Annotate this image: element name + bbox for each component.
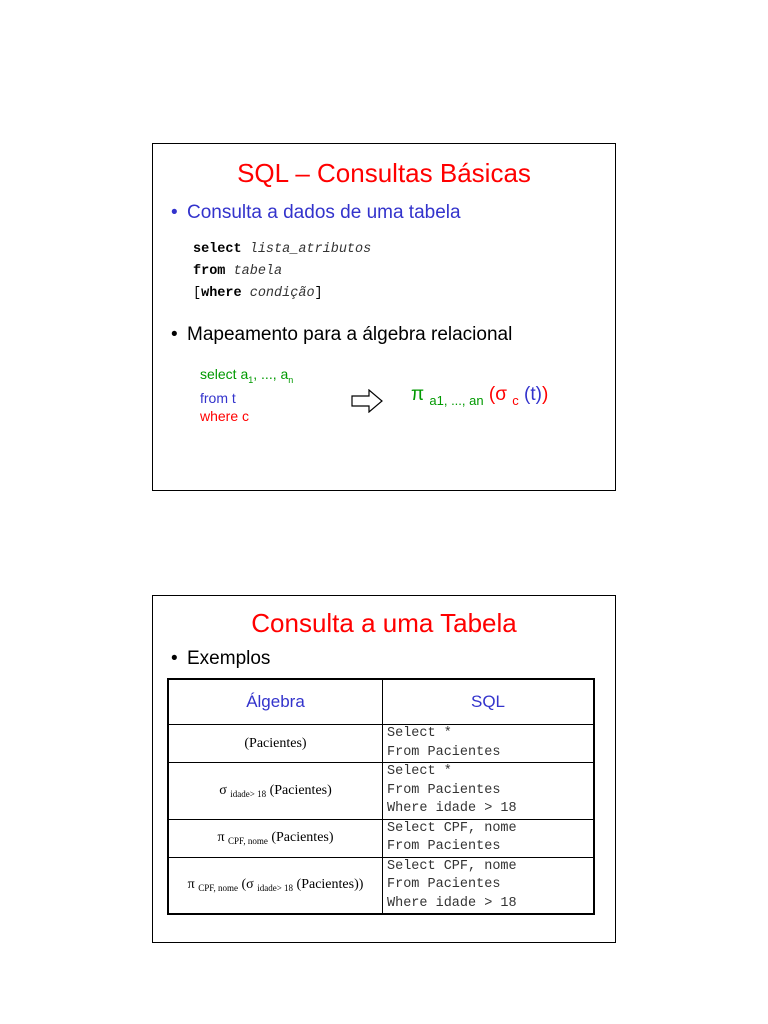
header-sql: SQL [383, 679, 595, 725]
bullet-text: Exemplos [187, 648, 271, 669]
bullet-text: Mapeamento para a álgebra relacional [187, 324, 513, 345]
relation: (t) [524, 384, 542, 405]
sql-syntax-block [193, 239, 371, 305]
code-keyword: from [193, 264, 226, 279]
code-keyword: where [201, 286, 242, 301]
mapping-subscript: 1 [248, 374, 254, 385]
condition: c [512, 393, 519, 408]
mapping-from-line: from t [200, 389, 236, 406]
table-header-row [168, 679, 594, 725]
slide-title: SQL – Consultas Básicas [237, 158, 531, 188]
bullet-examples [171, 648, 270, 670]
table-row [168, 819, 594, 857]
slide-title: Consulta a uma Tabela [251, 608, 517, 638]
right-arrow-icon [351, 389, 383, 413]
sigma-symbol: σ [495, 384, 507, 405]
bullet-text: Consulta a dados de uma tabela [187, 202, 461, 223]
projection-list: a1, ..., an [429, 393, 484, 408]
code-value: tabela [233, 264, 283, 279]
mapping-select-line [200, 365, 293, 389]
sql-cell: Select * From Pacientes [383, 725, 595, 763]
algebra-subscript: CPF, nome [198, 883, 238, 894]
table-row [168, 763, 594, 820]
pi-symbol: π [217, 830, 225, 845]
close-paren: ) [541, 384, 549, 405]
bullet-dot: • [171, 648, 178, 669]
pi-symbol: π [187, 877, 195, 893]
bullet-relational-mapping [171, 324, 512, 346]
algebra-relation: (Pacientes)) [296, 877, 364, 893]
mapping-subscript: n [288, 374, 294, 385]
relational-algebra-expression [411, 384, 548, 406]
mapping-where-line: where c [200, 407, 250, 424]
code-value: condição [249, 286, 315, 301]
algebra-subscript: idade> 18 [257, 883, 294, 894]
sql-mapping-source [200, 365, 293, 425]
table-row [168, 725, 594, 763]
sql-cell: Select CPF, nome From Pacientes [383, 819, 595, 857]
slide-sql-basic-queries [152, 143, 616, 491]
algebra-cell [168, 763, 383, 820]
mapping-select-text: select a [200, 366, 249, 382]
bullet-dot: • [171, 202, 178, 223]
algebra-cell [168, 819, 383, 857]
algebra-relation: (Pacientes) [244, 735, 307, 751]
code-bracket: ] [314, 286, 323, 301]
algebra-relation: (Pacientes) [271, 830, 334, 845]
code-bracket: [ [193, 286, 202, 301]
header-algebra: Álgebra [168, 679, 383, 725]
sql-cell: Select CPF, nome From Pacientes Where idade > 18 [383, 857, 595, 914]
algebra-subscript: idade> 18 [230, 788, 267, 799]
mapping-select-text: , ..., a [253, 366, 289, 382]
slide-table-query [152, 595, 616, 943]
algebra-cell [168, 725, 383, 763]
pi-symbol: π [411, 384, 425, 405]
sigma-symbol: σ [219, 782, 227, 798]
bullet-dot: • [171, 324, 178, 345]
algebra-subscript: CPF, nome [228, 836, 268, 846]
examples-table [167, 678, 595, 915]
open-paren: ( [488, 384, 496, 405]
code-value: lista_atributos [249, 242, 372, 257]
sigma-symbol: (σ [241, 877, 254, 893]
table-row [168, 857, 594, 914]
bullet-query-table [171, 202, 461, 224]
sql-cell: Select * From Pacientes Where idade > 18 [383, 763, 595, 820]
algebra-cell [168, 857, 383, 914]
code-keyword: select [193, 242, 242, 257]
algebra-relation: (Pacientes) [269, 782, 332, 798]
